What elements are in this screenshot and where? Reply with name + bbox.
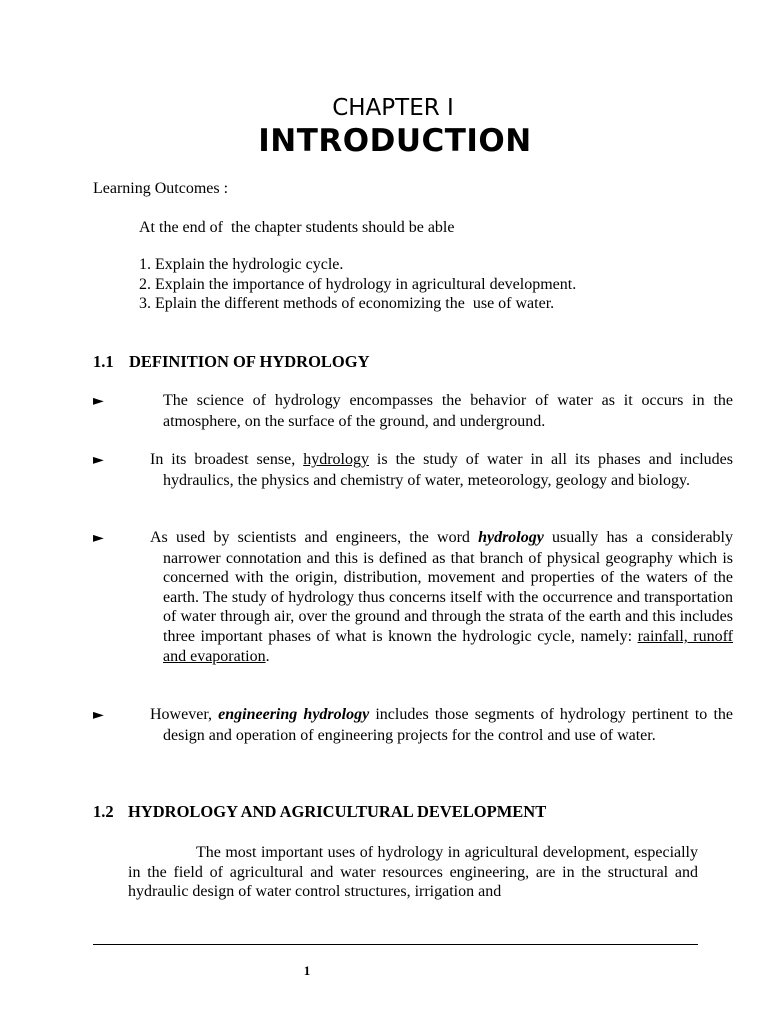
bullet-text: usually has a considerably narrower connotation and this is defined as that branch of physical geography which is concerned with the origin, distribution, movement and properties of the waters of the earth. The study of hydrology thus concerns itself with the occurrence and transportation of water through air, over the ground and through the strata of the earth and this includes three important phases of what is known the hydrologic cycle, namely: (163, 529, 733, 645)
list-item: 2. Explain the importance of hydrology in agricultural development. (139, 275, 577, 293)
bullet-text: As used by scientists and engineers, the word (150, 529, 479, 546)
bullet-paragraph (93, 450, 733, 490)
section-title: HYDROLOGY AND AGRICULTURAL DEVELOPMENT (128, 802, 547, 821)
body-paragraph: The most important uses of hydrology in agricultural development, especially in the field of agricultural and water resources engineering, are in the structural and hydraulic design of water control structures, irrigation and (128, 844, 698, 901)
bullet-text: The science of hydrology encompasses the behavior of water as it occurs in the atmosphere, on the surface of the ground, and underground. (163, 392, 733, 430)
bullet-paragraph (93, 391, 733, 431)
bullet-text: includes those segments of hydrology pertinent to the design and operation of engineering projects for the control and use of water. (163, 706, 734, 744)
learning-outcomes-label: Learning Outcomes : (93, 180, 229, 197)
underlined-term: hydrology (303, 451, 369, 468)
section-number: 1.1 (93, 352, 114, 371)
bullet-arrow-icon: ► (93, 452, 104, 468)
section-heading-agricultural (93, 802, 546, 822)
section-title: DEFINITION OF HYDROLOGY (129, 352, 370, 371)
chapter-title: INTRODUCTION (258, 123, 532, 159)
list-item: 3. Eplain the different methods of economizing the use of water. (139, 295, 555, 313)
underlined-term: rainfall, runoff and evaporation (163, 627, 734, 665)
section-heading-definition (93, 352, 370, 372)
footer-divider (93, 944, 698, 945)
bullet-text: . (265, 647, 270, 665)
bullet-text: However, (150, 706, 219, 723)
bullet-paragraph (93, 528, 734, 666)
emphasized-term: hydrology (478, 529, 544, 546)
bullet-text: In its broadest sense, (150, 451, 304, 468)
page-number: 1 (303, 963, 311, 978)
bullet-paragraph (93, 705, 734, 745)
bullet-text: is the study of water in all its phases and includes hydraulics, the physics and chemistry of water, meteorology, geology and biology. (163, 451, 733, 489)
section-number: 1.2 (93, 802, 114, 821)
emphasized-term: engineering hydrology (218, 706, 370, 723)
list-item: 1. Explain the hydrologic cycle. (139, 256, 344, 273)
bullet-arrow-icon: ► (93, 530, 104, 546)
learning-outcomes-intro: At the end of the chapter students should be able (139, 219, 455, 236)
bullet-arrow-icon: ► (93, 393, 104, 409)
bullet-arrow-icon: ► (93, 707, 104, 723)
learning-outcomes-list (139, 255, 576, 314)
chapter-label: CHAPTER I (332, 95, 454, 121)
